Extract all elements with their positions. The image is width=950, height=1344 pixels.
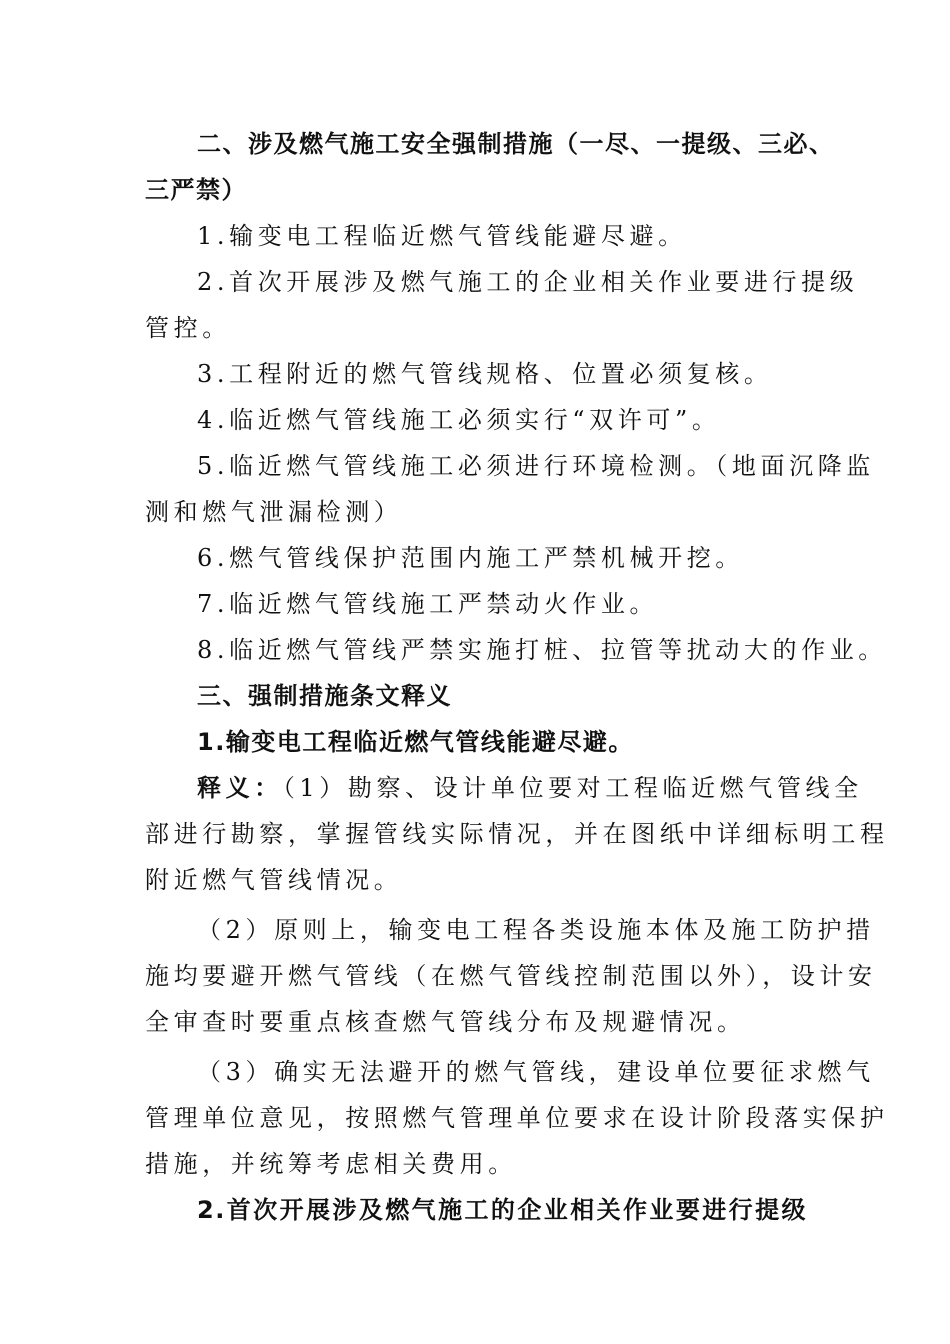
measure-item-2: 2.首次开展涉及燃气施工的企业相关作业要进行提级 (197, 268, 859, 296)
measure-item-1: 1.输变电工程临近燃气管线能避尽避。 (197, 222, 687, 250)
article1-para3: （3）确实无法避开的燃气管线，建设单位要征求燃气 (197, 1058, 875, 1086)
measure-item-4: 4.临近燃气管线施工必须实行“双许可”。 (197, 406, 721, 434)
interpretation-label: 释义： (197, 774, 283, 802)
measure-item-8: 8.临近燃气管线严禁实施打桩、拉管等扰动大的作业。 (197, 636, 887, 664)
article1-para3-line3: 措施，并统筹考虑相关费用。 (145, 1150, 517, 1178)
article1-para1-line3: 附近燃气管线情况。 (145, 866, 403, 894)
measure-item-2-cont: 管控。 (145, 314, 231, 342)
article1-title: 1.输变电工程临近燃气管线能避尽避。 (197, 728, 634, 756)
measure-item-3: 3.工程附近的燃气管线规格、位置必须复核。 (197, 360, 773, 388)
measure-item-7: 7.临近燃气管线施工严禁动火作业。 (197, 590, 659, 618)
section2-heading-cont: 三严禁） (145, 176, 247, 204)
article1-para2: （2）原则上，输变电工程各类设施本体及施工防护措 (197, 916, 875, 944)
section3-heading: 三、强制措施条文释义 (197, 682, 452, 710)
article1-para2-line3: 全审查时要重点核查燃气管线分布及规避情况。 (145, 1008, 746, 1036)
article1-para3-line2: 管理单位意见，按照燃气管理单位要求在设计阶段落实保护 (145, 1104, 889, 1132)
article1-para1-line2: 部进行勘察，掌握管线实际情况，并在图纸中详细标明工程 (145, 820, 889, 848)
measure-item-6: 6.燃气管线保护范围内施工严禁机械开挖。 (197, 544, 744, 572)
article1-para2-line2: 施均要避开燃气管线（在燃气管线控制范围以外），设计安 (145, 962, 877, 990)
article1-para1 (145, 772, 863, 804)
section2-heading: 二、涉及燃气施工安全强制措施（一尽、一提级、三必、 (197, 130, 835, 158)
measure-item-5: 5.临近燃气管线施工必须进行环境检测。（地面沉降监 (197, 452, 875, 480)
measure-item-5-cont: 测和燃气泄漏检测） (145, 498, 403, 526)
article2-title: 2.首次开展涉及燃气施工的企业相关作业要进行提级 (197, 1196, 807, 1224)
article1-para1-text: （1）勘察、设计单位要对工程临近燃气管线全 (282, 774, 863, 802)
